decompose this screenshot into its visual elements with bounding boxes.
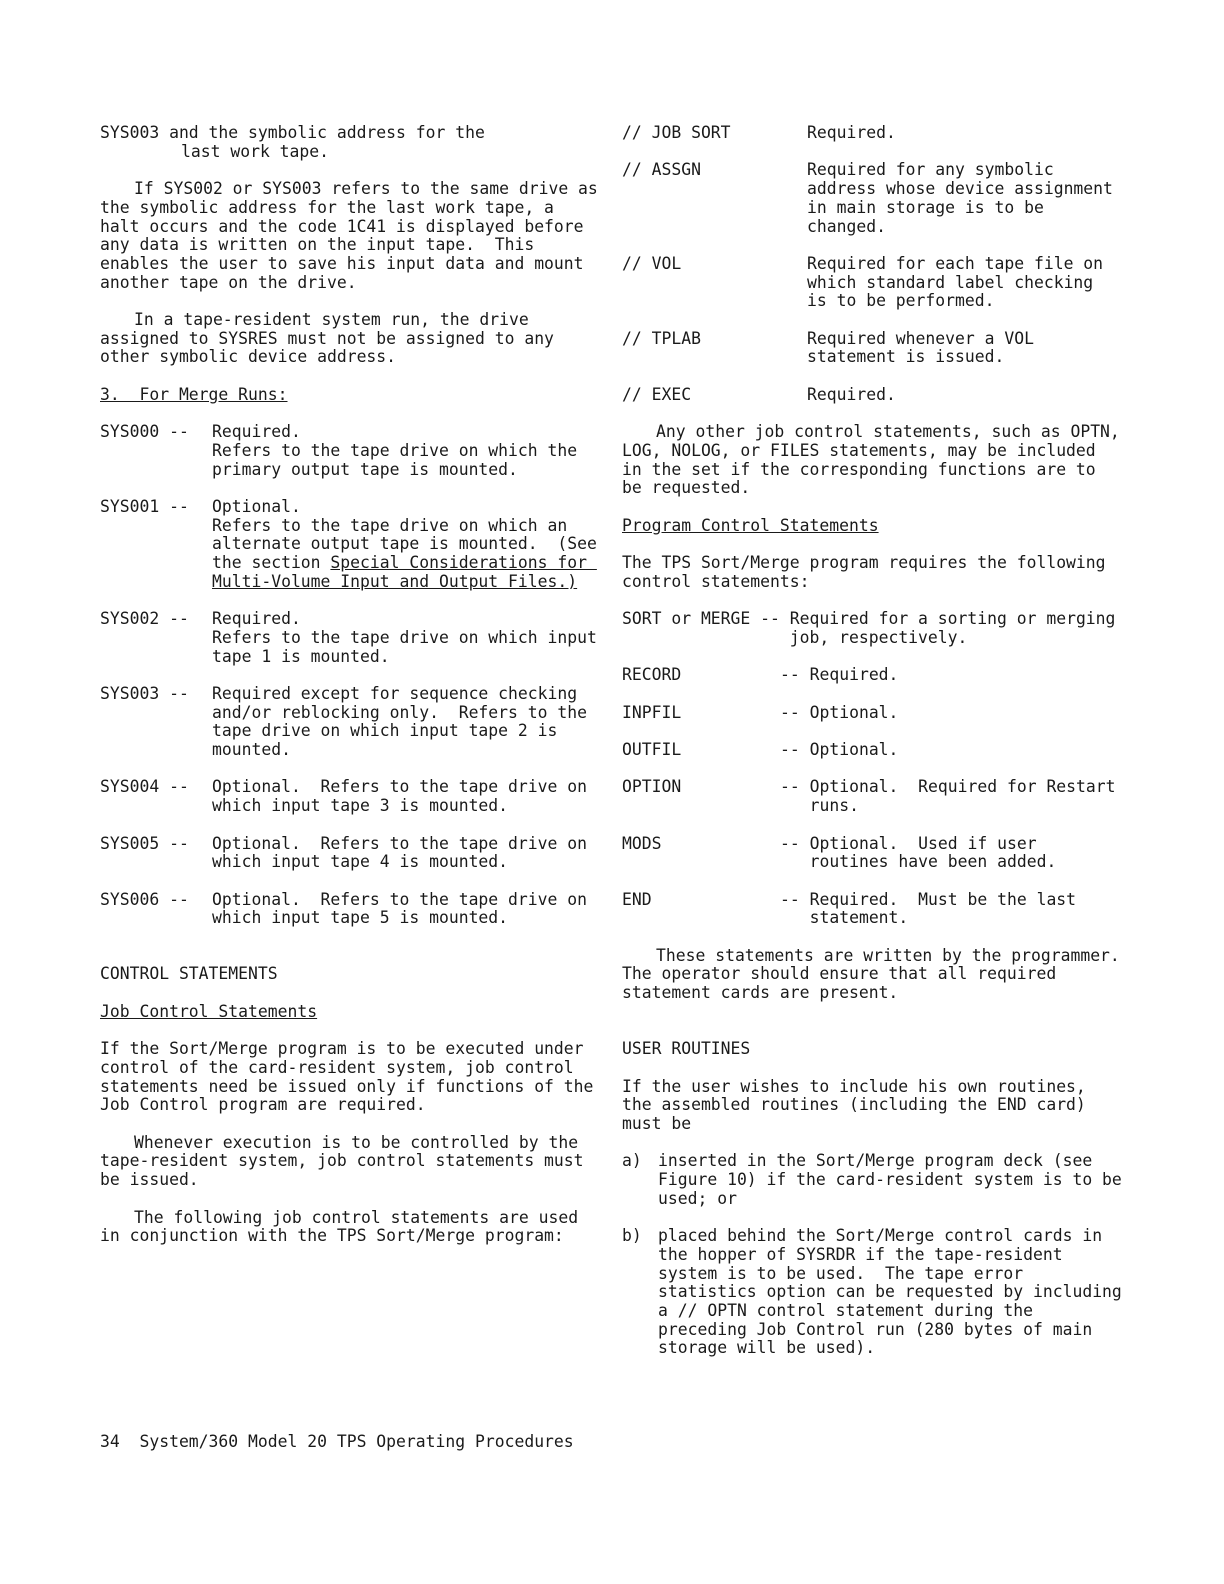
jcs-item <box>622 161 1122 236</box>
list-desc: inserted in the Sort/Merge program deck (see Figure 10) if the card-resident system is to be used; or <box>658 1151 1132 1208</box>
pcs-desc: Optional. Required for Restart runs. <box>809 777 1126 816</box>
jcs-item <box>622 330 1122 367</box>
pcs-dash: -- <box>780 665 810 685</box>
list-marker: a) <box>622 1151 642 1171</box>
control-statements-heading: CONTROL STATEMENTS <box>100 964 278 984</box>
special-considerations-link: Special Considerations for Multi-Volume Input and Output Files.) <box>212 553 597 591</box>
paragraph-written-by: These statements are written by the programmer. The operator should ensure that all required statement cards are present. <box>622 945 1140 1003</box>
list-item <box>622 1151 1132 1208</box>
jcs-desc: Required whenever a VOL statement is issued. <box>807 328 1044 367</box>
sys-term: SYS001 -- <box>100 496 199 516</box>
pcs-desc: Required. <box>809 665 899 685</box>
intro-line-2: last work tape. <box>181 141 330 161</box>
paragraph-requires: The TPS Sort/Merge program requires the following control statements: <box>622 553 1116 591</box>
pcs-dash: -- <box>780 740 810 760</box>
jcs-item <box>622 255 1122 311</box>
pcs-desc: Required for a sorting or merging job, respectively. <box>789 609 1126 647</box>
sys-item <box>100 610 600 666</box>
job-control-heading: Job Control Statements <box>100 1001 318 1021</box>
pcs-desc: Optional. <box>809 740 899 760</box>
sys-item <box>100 423 600 479</box>
page-footer: 34 System/360 Model 20 TPS Operating Procedures <box>100 1432 574 1451</box>
sys-term: SYS002 -- <box>100 609 199 629</box>
paragraph-halt: If SYS002 or SYS003 refers to the same drive as the symbolic address for the last work tape, a halt occurs and the code 1C41 is displayed before any data is written on the input tape. This enables the user to save his input data and mount another tape on the drive. <box>100 179 608 292</box>
pcs-term: MODS <box>622 833 662 853</box>
sys-desc: Optional. Refers to the tape drive on which input tape 3 is mounted. <box>212 777 597 816</box>
jcs-desc: Required. <box>807 384 896 404</box>
sys-term: SYS006 -- <box>100 889 199 909</box>
pcs-term: INPFIL <box>622 702 682 722</box>
intro-line-1: SYS003 and the symbolic address for the <box>100 123 485 142</box>
sys-term: SYS003 -- <box>100 683 199 703</box>
pcs-dash: -- <box>780 889 810 909</box>
pcs-item-sort-merge <box>622 609 1126 647</box>
pcs-item <box>622 741 1122 760</box>
jcs-term: // JOB SORT <box>622 123 731 142</box>
jcs-term: // VOL <box>622 253 682 273</box>
paragraph-intro <box>100 124 600 161</box>
pcs-dash: -- <box>780 702 810 722</box>
sys-desc: Required. Refers to the tape drive on which input tape 1 is mounted. <box>212 609 597 666</box>
paragraph-card-resident: If the Sort/Merge program is to be executed under control of the card-resident system, job control statements need be issued only if functions of the Job Control program are required. <box>100 1039 604 1115</box>
jcs-item <box>622 386 1122 405</box>
sys-desc: Required. Refers to the tape drive on which the primary output tape is mounted. <box>212 422 578 479</box>
pcs-desc: Required. Must be the last statement. <box>809 889 1086 928</box>
jcs-item <box>622 124 1122 143</box>
jcs-term: // TPLAB <box>622 328 701 348</box>
jcs-desc: Required for each tape file on which standard label checking is to be performed. <box>807 253 1113 311</box>
pcs-dash: -- <box>780 833 810 853</box>
sys-desc <box>212 498 600 592</box>
pcs-term: END <box>622 889 652 909</box>
paragraph-user-wishes: If the user wishes to include his own routines, the assembled routines (including the END card) must be <box>622 1076 1096 1133</box>
paragraph-tape-resident: Whenever execution is to be controlled by the tape-resident system, job control statements must be issued. <box>100 1132 594 1190</box>
list-marker: b) <box>622 1226 642 1246</box>
sys-term: SYS005 -- <box>100 833 199 853</box>
pcs-term: OUTFIL <box>622 740 682 760</box>
pcs-dash: -- <box>780 777 810 797</box>
sys-desc: Optional. Refers to the tape drive on which input tape 5 is mounted. <box>212 889 597 928</box>
sys-item <box>100 685 600 760</box>
pcs-desc: Optional. <box>809 702 899 722</box>
pcs-term: SORT or MERGE -- <box>622 609 790 629</box>
program-control-heading: Program Control Statements <box>622 515 879 535</box>
pcs-term: RECORD <box>622 665 682 685</box>
pcs-item <box>622 666 1122 685</box>
paragraph-following: The following job control statements are used in conjunction with the TPS Sort/Merge program: <box>100 1207 588 1246</box>
pcs-item <box>622 891 1122 928</box>
user-routines-heading: USER ROUTINES <box>622 1039 751 1059</box>
list-item <box>622 1226 1132 1358</box>
jcs-term: // EXEC <box>622 384 692 404</box>
left-column <box>100 123 608 1265</box>
sys-term: SYS000 -- <box>100 422 199 442</box>
sys-desc: Required except for sequence checking and/or reblocking only. Refers to the tape drive on which input tape 2 is mounted. <box>212 683 597 760</box>
sys-item <box>100 778 600 815</box>
sys-desc-text: Optional. Refers to the tape drive on which an alternate output tape is mounted. (See the section <box>212 496 597 573</box>
pcs-item <box>622 777 1126 816</box>
pcs-item <box>622 704 1122 723</box>
sys-item <box>100 498 600 592</box>
list-desc: placed behind the Sort/Merge control cards in the hopper of SYSRDR if the tape-resident system is to be used. The tape error statistics option can be requested by including a // OPTN control statement during the preceding Job Control run (280 bytes of main storage will be used). <box>658 1226 1132 1358</box>
sys-desc: Optional. Refers to the tape drive on which input tape 4 is mounted. <box>212 833 597 872</box>
paragraph-other-jcs: Any other job control statements, such as OPTN, LOG, NOLOG, or FILES statements, may be included in the set if the corresponding functions are to be requested. <box>622 422 1130 498</box>
jcs-desc: Required for any symbolic address whose device assignment in main storage is to be changed. <box>807 160 1123 236</box>
jcs-term: // ASSGN <box>622 160 701 180</box>
paragraph-sysres: In a tape-resident system run, the drive assigned to SYSRES must not be assigned to any other symbolic device address. <box>100 310 564 367</box>
merge-runs-heading: 3. For Merge Runs: <box>100 384 288 404</box>
sys-item <box>100 891 600 928</box>
sys-term: SYS004 -- <box>100 777 199 797</box>
pcs-item <box>622 835 1122 872</box>
pcs-term: OPTION <box>622 777 682 797</box>
sys-item <box>100 835 600 872</box>
right-column <box>622 123 1140 1377</box>
pcs-desc: Optional. Used if user routines have been added. <box>809 833 1057 872</box>
jcs-desc: Required. <box>807 123 896 142</box>
